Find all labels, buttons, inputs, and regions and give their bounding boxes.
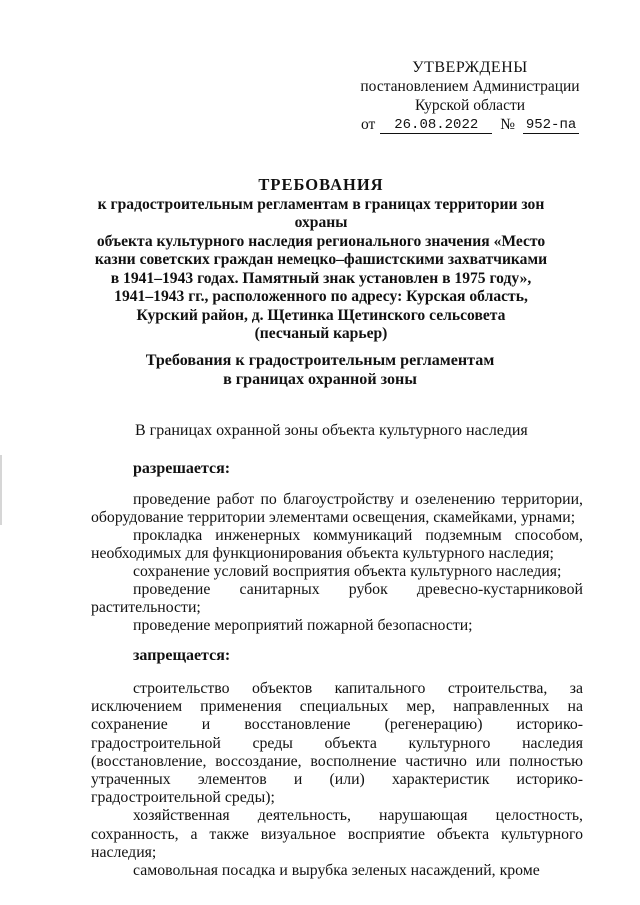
from-label: от bbox=[360, 116, 376, 133]
document-title-line-5: 1941–1943 гг., расположенного по адресу: Курская область, bbox=[114, 288, 528, 305]
document-title-line-6: Курский район, д. Щетинка Щетинского сельсовета bbox=[136, 306, 506, 324]
document-title-line-4: в 1941–1943 годах. Памятный знак установлен в 1975 году», bbox=[110, 269, 532, 287]
document-title-line-1: к градостроительным регламентам в границах территории зон охраны bbox=[97, 195, 545, 231]
section-title-line-1: Требования к градостроительным регламентам bbox=[145, 352, 495, 369]
approval-date: 26.08.2022 bbox=[380, 117, 492, 134]
document-title-line-7: (песчаный карьер) bbox=[254, 325, 388, 342]
approval-stamp bbox=[350, 58, 590, 134]
document-title-line-2: объекта культурного наследия регионального значения «Место bbox=[96, 232, 546, 250]
forbidden-heading: запрещается: bbox=[133, 647, 231, 664]
approval-date-number-row bbox=[350, 115, 590, 134]
intro-paragraph: В границах охранной зоны объекта культурного наследия bbox=[135, 422, 528, 439]
section-title-line-2: в границах охранной зоны bbox=[223, 371, 417, 388]
allowed-item-perception: сохранение условий восприятия объекта культурного наследия; bbox=[133, 563, 562, 580]
number-label: № bbox=[500, 116, 516, 133]
document-title-line-3: казни советских граждан немецко–фашистскими захватчиками bbox=[94, 251, 548, 268]
allowed-item-utilities: прокладка инженерных коммуникаций подземным способом, необходимых для функционирования объекта культурного наследия; bbox=[91, 527, 583, 562]
allowed-item-landscaping: проведение работ по благоустройству и озеленению территории, оборудование территории элементами освещения, скамейками, урнами; bbox=[91, 491, 583, 526]
approval-title: УТВЕРЖДЕНЫ bbox=[412, 59, 528, 76]
approval-line-1: постановлением Администрации bbox=[360, 78, 580, 95]
allowed-item-sanitary-cutting: проведение санитарных рубок древесно-кустарниковой растительности; bbox=[91, 581, 583, 616]
forbidden-item-economic-activity: хозяйственная деятельность, нарушающая целостность, сохранность, а также визуальное восприятие объекта культурного наследия; bbox=[91, 807, 583, 861]
scan-edge-mark bbox=[0, 455, 2, 525]
allowed-list bbox=[91, 491, 583, 635]
section-title bbox=[140, 351, 500, 389]
approval-number: 952-па bbox=[523, 117, 579, 134]
forbidden-list bbox=[91, 680, 583, 880]
document-title-main: ТРЕБОВАНИЯ bbox=[258, 175, 384, 194]
approval-line-2: Курской области bbox=[414, 97, 526, 114]
document-title bbox=[84, 176, 558, 344]
allowed-heading: разрешается: bbox=[133, 460, 231, 477]
forbidden-item-construction: строительство объектов капитального строительства, за исключением применения специальных мер, направленных на сохранение и восстановление (регенерацию) историко-градостроительной среды объекта культурного наследия (восстановление, воссоздание, восполнение частично или полностью утраченных элементов и (или) характеристик историко-градостроительной среды); bbox=[91, 680, 583, 807]
forbidden-item-planting-cutting: самовольная посадка и вырубка зеленых насаждений, кроме bbox=[133, 862, 540, 880]
allowed-item-fire-safety: проведение мероприятий пожарной безопасности; bbox=[133, 617, 473, 634]
